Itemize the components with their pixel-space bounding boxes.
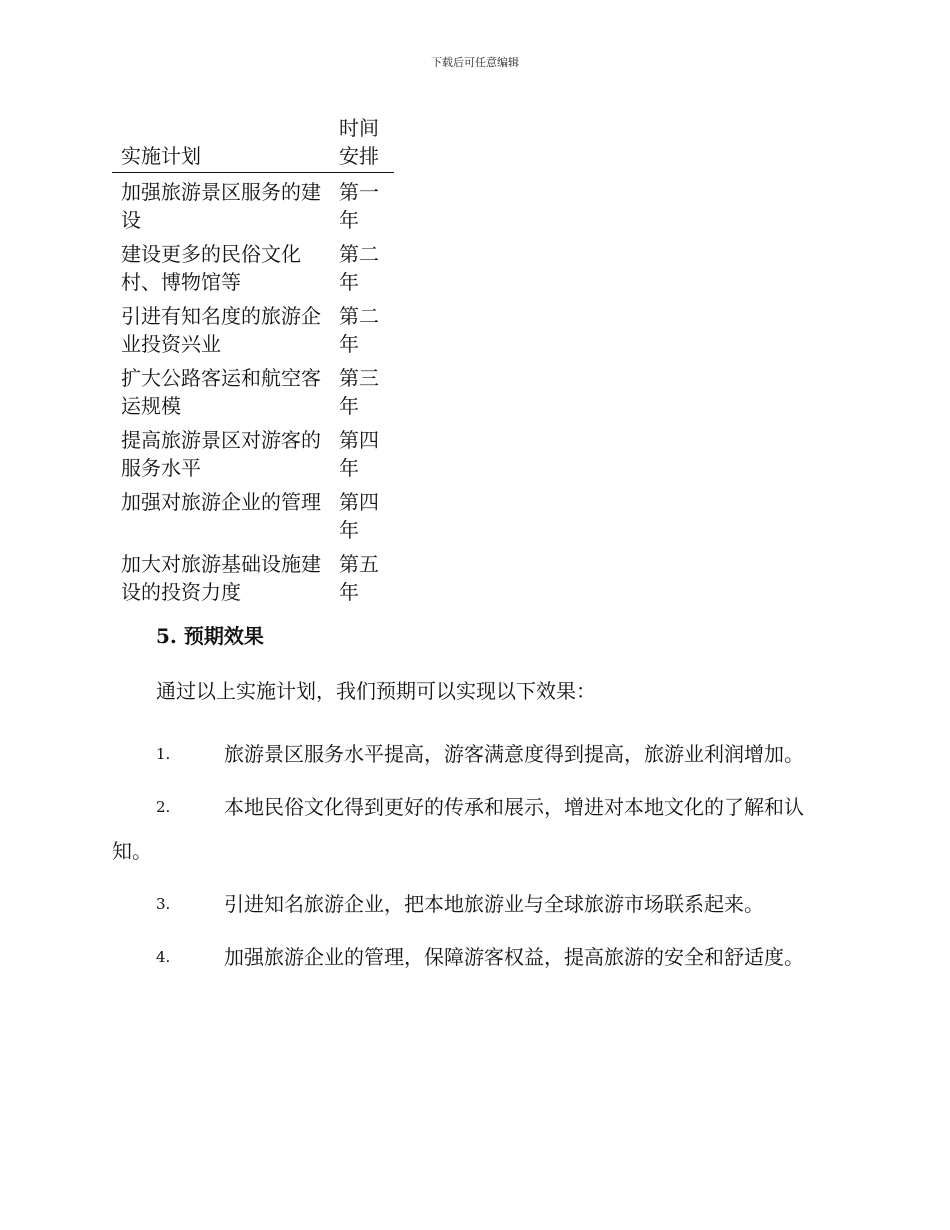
list-item (112, 935, 834, 979)
time-cell: 第二年 (339, 242, 379, 294)
table-header-row (112, 114, 394, 173)
plan-cell: 加强旅游景区服务的建设 (121, 180, 321, 232)
time-cell: 第五年 (339, 552, 379, 604)
list-item-text: 旅游景区服务水平提高，游客满意度得到提高，旅游业利润增加。 (224, 742, 804, 766)
table-row (112, 485, 394, 547)
plan-cell: 加大对旅游基础设施建设的投资力度 (121, 552, 321, 604)
header-plan: 实施计划 (112, 114, 334, 173)
time-cell: 第二年 (339, 304, 379, 356)
list-item (112, 732, 834, 776)
list-item (112, 785, 834, 873)
list-item-number: 2. (156, 798, 171, 816)
section-intro: 通过以上实施计划，我们预期可以实现以下效果： (156, 679, 596, 703)
plan-cell: 加强对旅游企业的管理 (121, 490, 321, 514)
header-note: 下载后可任意编辑 (431, 56, 519, 69)
list-item (112, 882, 834, 926)
time-cell: 第一年 (339, 180, 379, 232)
list-item-text: 本地民俗文化得到更好的传承和展示，增进对本地文化的了解和认知。 (112, 795, 804, 863)
table-row (112, 299, 394, 361)
list-item-text: 加强旅游企业的管理，保障游客权益，提高旅游的安全和舒适度。 (224, 945, 804, 969)
implementation-plan-table (112, 114, 394, 609)
header-time: 时间安排 (334, 114, 394, 173)
table-row (112, 173, 394, 238)
time-cell: 第四年 (339, 490, 379, 542)
table-row (112, 423, 394, 485)
plan-cell: 提高旅游景区对游客的服务水平 (121, 428, 321, 480)
table-row (112, 547, 394, 609)
section-title: 5. 预期效果 (156, 624, 264, 648)
table-row (112, 237, 394, 299)
plan-cell: 引进有知名度的旅游企业投资兴业 (121, 304, 321, 356)
expected-effects-list (112, 732, 834, 988)
time-cell: 第四年 (339, 428, 379, 480)
list-item-number: 4. (156, 948, 171, 966)
table-row (112, 361, 394, 423)
time-cell: 第三年 (339, 366, 379, 418)
list-item-number: 3. (156, 895, 171, 913)
plan-cell: 扩大公路客运和航空客运规模 (121, 366, 321, 418)
plan-cell: 建设更多的民俗文化村、博物馆等 (121, 242, 301, 294)
list-item-number: 1. (156, 745, 171, 763)
list-item-text: 引进知名旅游企业，把本地旅游业与全球旅游市场联系起来。 (224, 892, 764, 916)
